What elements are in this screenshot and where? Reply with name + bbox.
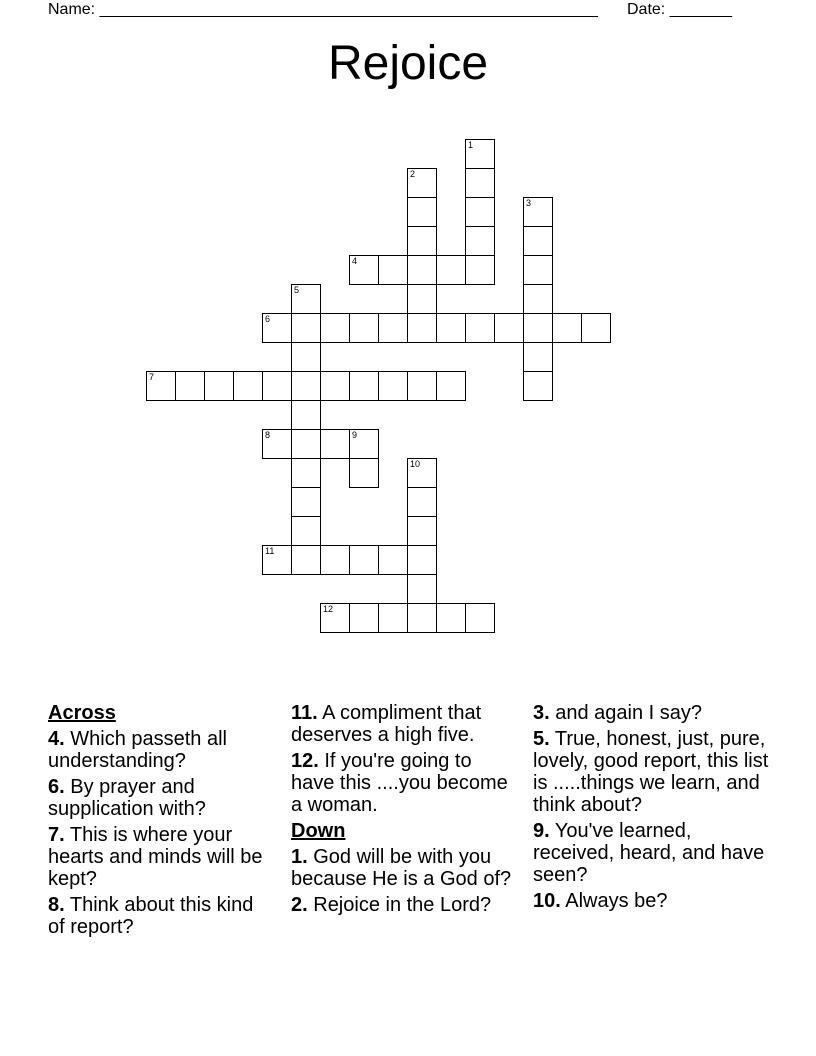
grid-cell[interactable] (465, 313, 495, 343)
across-heading: Across (48, 702, 116, 724)
clue-text: A compliment that deserves a high five. (291, 702, 482, 746)
clue-text: If you're going to have this ....you become a woman. (291, 750, 508, 816)
grid-cell[interactable] (262, 429, 292, 459)
clue-number: 12. (291, 750, 319, 772)
grid-cell[interactable] (320, 545, 350, 575)
grid-cell[interactable] (407, 487, 437, 517)
grid-cell[interactable] (349, 429, 379, 459)
name-field-label: Name: ________________________________________________________ (48, 1, 598, 18)
grid-cell[interactable] (523, 255, 553, 285)
clue-text: Rejoice in the Lord? (307, 894, 492, 916)
grid-cell-number: 2 (410, 169, 416, 179)
grid-cell[interactable] (378, 255, 408, 285)
grid-cell[interactable] (523, 342, 553, 372)
grid-cell[interactable] (407, 168, 437, 198)
grid-cell[interactable] (407, 545, 437, 575)
grid-cell[interactable] (291, 313, 321, 343)
clue-item (291, 750, 516, 816)
grid-cell[interactable] (378, 371, 408, 401)
clue-item (533, 890, 773, 912)
grid-cell[interactable] (291, 371, 321, 401)
clue-text: God will be with you because He is a God of? (291, 846, 512, 890)
clue-number: 8. (48, 894, 65, 916)
grid-cell[interactable] (407, 574, 437, 604)
clue-number: 11. (291, 702, 318, 724)
grid-cell[interactable] (436, 255, 466, 285)
grid-cell[interactable] (465, 197, 495, 227)
grid-cell[interactable] (349, 371, 379, 401)
grid-cell[interactable] (233, 371, 263, 401)
clue-number: 6. (48, 776, 65, 798)
grid-cell[interactable] (523, 284, 553, 314)
clue-column-1 (48, 702, 273, 942)
grid-cell[interactable] (407, 371, 437, 401)
grid-cell[interactable] (523, 371, 553, 401)
grid-cell[interactable] (378, 313, 408, 343)
clue-item (48, 824, 273, 890)
grid-cell[interactable] (291, 284, 321, 314)
grid-cell[interactable] (291, 516, 321, 546)
grid-cell[interactable] (465, 139, 495, 169)
grid-cell-number: 11 (265, 546, 275, 556)
clue-number: 4. (48, 728, 65, 750)
clue-item (291, 702, 516, 746)
grid-cell-number: 7 (149, 372, 155, 382)
clue-text: This is where your hearts and minds will be kept? (48, 824, 263, 890)
grid-cell[interactable] (320, 429, 350, 459)
grid-cell[interactable] (407, 226, 437, 256)
grid-cell[interactable] (291, 342, 321, 372)
clue-number: 2. (291, 894, 308, 916)
grid-cell[interactable] (320, 603, 350, 633)
grid-cell[interactable] (291, 487, 321, 517)
puzzle-title: Rejoice (327, 37, 489, 90)
grid-cell[interactable] (262, 371, 292, 401)
grid-cell[interactable] (146, 371, 176, 401)
grid-cell[interactable] (523, 197, 553, 227)
grid-cell-number: 6 (265, 314, 271, 324)
clue-number: 3. (533, 702, 550, 724)
clue-item (533, 728, 773, 816)
grid-cell[interactable] (407, 197, 437, 227)
grid-cell[interactable] (494, 313, 524, 343)
grid-cell[interactable] (291, 429, 321, 459)
grid-cell[interactable] (407, 603, 437, 633)
grid-cell[interactable] (175, 371, 205, 401)
grid-cell[interactable] (349, 458, 379, 488)
grid-cell[interactable] (523, 313, 553, 343)
grid-cell[interactable] (465, 168, 495, 198)
grid-cell[interactable] (378, 603, 408, 633)
clue-item (291, 846, 516, 890)
clue-number: 9. (533, 820, 550, 842)
grid-cell[interactable] (349, 603, 379, 633)
grid-cell[interactable] (291, 545, 321, 575)
grid-cell[interactable] (320, 371, 350, 401)
grid-cell[interactable] (465, 255, 495, 285)
grid-cell[interactable] (291, 458, 321, 488)
clue-number: 1. (291, 846, 308, 868)
clue-item (533, 820, 773, 886)
clue-column-3 (533, 702, 773, 916)
grid-cell[interactable] (407, 255, 437, 285)
grid-cell-number: 4 (352, 256, 358, 266)
grid-cell-number: 9 (352, 430, 358, 440)
grid-cell-number: 8 (265, 430, 271, 440)
grid-cell[interactable] (465, 226, 495, 256)
clue-item (48, 894, 273, 938)
grid-cell-number: 1 (468, 140, 474, 150)
grid-cell[interactable] (465, 603, 495, 633)
grid-cell-number: 10 (410, 459, 421, 469)
grid-cell[interactable] (320, 313, 350, 343)
clue-number: 7. (48, 824, 65, 846)
grid-cell[interactable] (436, 603, 466, 633)
clue-column-2 (291, 702, 516, 920)
grid-cell[interactable] (436, 371, 466, 401)
clue-item (291, 894, 516, 916)
clue-text: Always be? (560, 890, 668, 912)
clue-item (48, 728, 273, 772)
grid-cell[interactable] (407, 284, 437, 314)
clue-text: By prayer and supplication with? (48, 776, 206, 820)
grid-cell[interactable] (349, 545, 379, 575)
grid-cell-number: 3 (526, 198, 532, 208)
clue-text: and again I say? (549, 702, 703, 724)
clue-text: Think about this kind of report? (48, 894, 254, 938)
clue-text: You've learned, received, heard, and have seen? (533, 820, 765, 886)
clue-text: True, honest, just, pure, lovely, good report, this list is .....things we learn, and think about? (533, 728, 769, 816)
clue-number: 10. (533, 890, 561, 912)
grid-cell[interactable] (407, 458, 437, 488)
down-heading: Down (291, 820, 346, 842)
grid-cell[interactable] (436, 313, 466, 343)
clue-item (48, 776, 273, 820)
grid-cell[interactable] (523, 226, 553, 256)
clue-text: Which passeth all understanding? (48, 728, 227, 772)
clue-number: 5. (533, 728, 550, 750)
grid-cell[interactable] (407, 313, 437, 343)
grid-cell[interactable] (552, 313, 582, 343)
grid-cell-number: 12 (323, 604, 334, 614)
grid-cell[interactable] (291, 400, 321, 430)
grid-cell-number: 5 (294, 285, 300, 295)
clue-item (533, 702, 773, 724)
grid-cell[interactable] (349, 255, 379, 285)
grid-cell[interactable] (349, 313, 379, 343)
date-field-label: Date: _______ (627, 1, 732, 18)
grid-cell[interactable] (262, 313, 292, 343)
grid-cell[interactable] (581, 313, 611, 343)
grid-cell[interactable] (378, 545, 408, 575)
grid-cell[interactable] (407, 516, 437, 546)
grid-cell[interactable] (262, 545, 292, 575)
grid-cell[interactable] (204, 371, 234, 401)
